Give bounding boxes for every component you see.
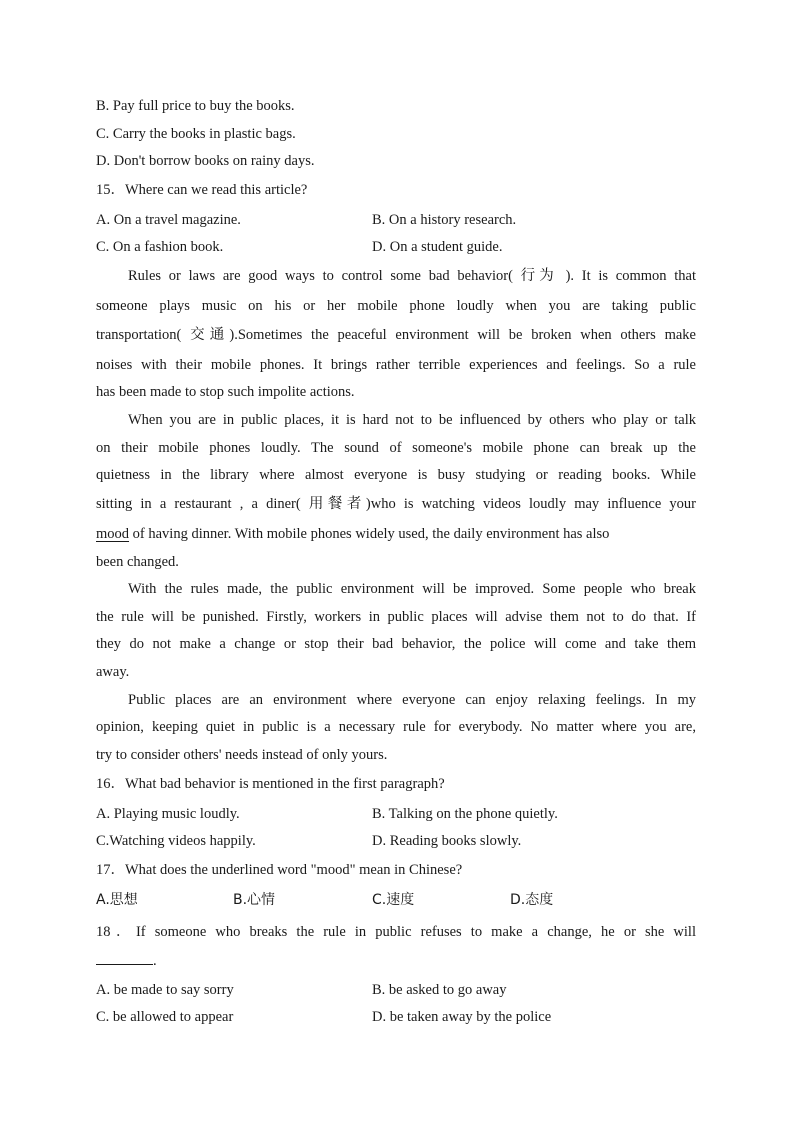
q14-option-d: D. Don't borrow books on rainy days.: [96, 153, 315, 169]
q14-option-c: C. Carry the books in plastic bags.: [96, 126, 296, 142]
passage-p2-line: When you are in public places, it is hard not to be influenced by others who play or talk: [128, 412, 696, 428]
passage-p4-line: try to consider others' needs instead of only yours.: [96, 747, 388, 763]
q15-question: 15．Where can we read this article?: [96, 182, 308, 198]
q18-option-d: D. be taken away by the police: [372, 1009, 552, 1025]
q16-option-d: D. Reading books slowly.: [372, 833, 522, 849]
q18-answer-blank: [96, 950, 696, 971]
q17-option-a: A.思想: [96, 892, 138, 908]
q16-question: 16．What bad behavior is mentioned in the first paragraph?: [96, 776, 445, 792]
passage-p4-line: opinion, keeping quiet in public is a necessary rule for everybody. No matter where you are,: [96, 719, 696, 735]
passage-p1-line: someone plays music on his or her mobile phone loudly when you are taking public: [96, 298, 696, 314]
q16-option-b: B. Talking on the phone quietly.: [372, 806, 558, 822]
passage-p1-line: transportation( 交通).Sometimes the peaceful environment will be broken when others make: [96, 327, 696, 343]
q18-option-c: C. be allowed to appear: [96, 1009, 234, 1025]
passage-p4-line: Public places are an environment where everyone can enjoy relaxing feelings. In my: [128, 692, 696, 708]
q18-option-a: A. be made to say sorry: [96, 982, 234, 998]
passage-p2-line-rest: of having dinner. With mobile phones widely used, the daily environment has also: [129, 526, 610, 542]
q15-option-d: D. On a student guide.: [372, 239, 503, 255]
q15-option-b: B. On a history research.: [372, 212, 517, 228]
q16-option-a: A. Playing music loudly.: [96, 806, 240, 822]
passage-p2-line-mood: [96, 524, 696, 544]
passage-p2-line: been changed.: [96, 554, 179, 570]
passage-p2-line: quietness in the library where almost everyone is busy studying or reading books. While: [96, 467, 696, 483]
q18-blank-end: .: [153, 953, 157, 969]
q17-option-d: D.态度: [510, 892, 554, 908]
answer-blank: [96, 950, 153, 965]
q17-option-c: C.速度: [372, 892, 415, 908]
passage-p3-line: they do not make a change or stop their bad behavior, the police will come and take them: [96, 636, 696, 652]
passage-p3-line: away.: [96, 664, 130, 680]
q18-question: 18．If someone who breaks the rule in public refuses to make a change, he or she will: [96, 924, 696, 940]
q17-option-b: B.心情: [233, 892, 276, 908]
passage-p1-line: Rules or laws are good ways to control some bad behavior( 行为 ). It is common that: [128, 268, 696, 284]
q14-option-b: B. Pay full price to buy the books.: [96, 98, 295, 114]
q17-question: 17．What does the underlined word "mood" mean in Chinese?: [96, 862, 463, 878]
underlined-word-mood: mood: [96, 526, 130, 542]
passage-p1-line: has been made to stop such impolite actions.: [96, 384, 355, 400]
passage-p2-line: on their mobile phones loudly. The sound of someone's mobile phone can break up the: [96, 440, 696, 456]
q18-option-b: B. be asked to go away: [372, 982, 507, 998]
q15-option-a: A. On a travel magazine.: [96, 212, 241, 228]
passage-p3-line: With the rules made, the public environment will be improved. Some people who break: [128, 581, 696, 597]
q16-option-c: C.Watching videos happily.: [96, 833, 256, 849]
passage-p1-line: noises with their mobile phones. It brings rather terrible experiences and feelings. So a rule: [96, 357, 696, 373]
passage-p3-line: the rule will be punished. Firstly, workers in public places will advise them not to do that. If: [96, 609, 696, 625]
passage-p2-line: sitting in a restaurant , a diner( 用餐者)who is watching videos loudly may influence your: [96, 496, 696, 512]
q15-option-c: C. On a fashion book.: [96, 239, 224, 255]
